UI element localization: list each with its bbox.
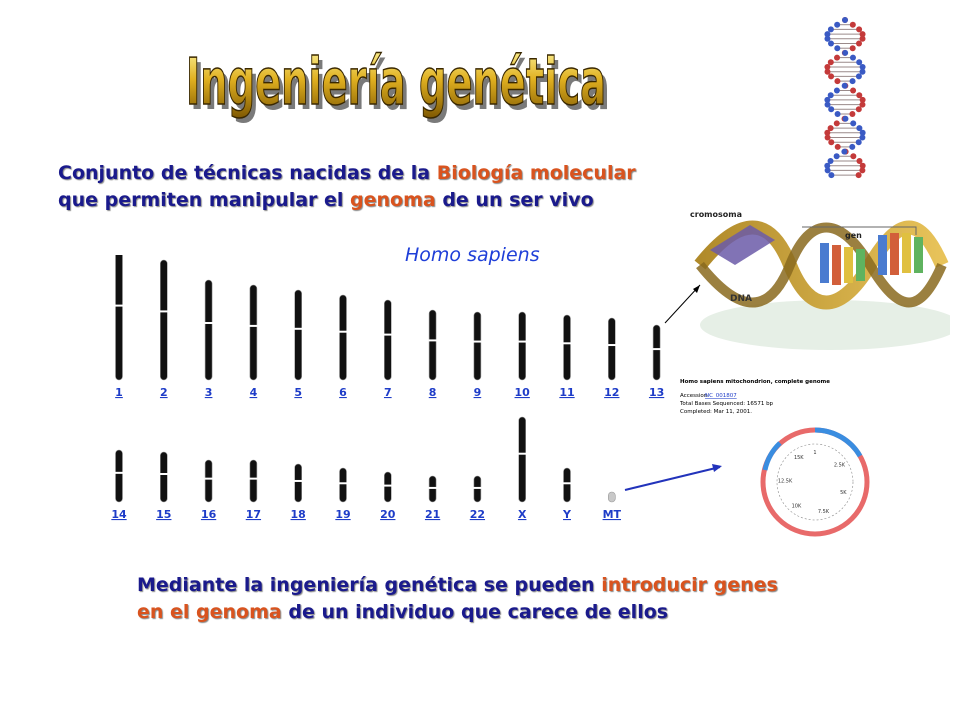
chromosome-6 bbox=[339, 295, 347, 380]
label-dna: DNA bbox=[730, 294, 752, 304]
chromosome-label-10[interactable]: 10 bbox=[514, 386, 530, 399]
helix-atom bbox=[825, 135, 831, 141]
mito-scale-label: 12.5K bbox=[777, 478, 793, 485]
mito-heading: Homo sapiens mitochondrion, complete genome bbox=[680, 379, 830, 385]
helix-atom bbox=[828, 73, 834, 79]
helix-atom bbox=[856, 106, 862, 112]
chromosome-label-14[interactable]: 14 bbox=[111, 508, 127, 521]
helix-atom bbox=[841, 149, 847, 155]
chromosome-label-22[interactable]: 22 bbox=[469, 508, 486, 521]
helix-atom bbox=[850, 120, 856, 126]
chromosome-label-4[interactable]: 4 bbox=[249, 386, 258, 399]
helix-atom bbox=[859, 135, 865, 141]
label-gen: gen bbox=[845, 231, 862, 240]
chromosome-label-9[interactable]: 9 bbox=[473, 386, 482, 399]
mito-outer-blue-arc-2 bbox=[765, 443, 780, 470]
karyotype-diagram bbox=[100, 255, 680, 540]
chromosome-3 bbox=[205, 280, 213, 380]
mito-accession-label: Accession: bbox=[680, 393, 710, 399]
chromosome-4 bbox=[249, 285, 257, 380]
chromosome-label-6[interactable]: 6 bbox=[339, 386, 347, 399]
chromosome-label-3[interactable]: 3 bbox=[204, 386, 213, 399]
helix-atom bbox=[850, 22, 856, 28]
chromosome-20 bbox=[384, 472, 392, 502]
mito-outer-blue-arc bbox=[815, 430, 860, 456]
mito-genome-map bbox=[680, 375, 950, 550]
chromosome-15 bbox=[160, 452, 168, 502]
mito-scale-label: 15K bbox=[793, 454, 804, 461]
helix-atom bbox=[835, 144, 841, 150]
chromosome-13 bbox=[653, 325, 661, 380]
highlight-en-el-genoma: en el genoma bbox=[137, 601, 282, 623]
bottom-line1-text: Mediante la ingeniería genética se pueden bbox=[137, 574, 602, 596]
mito-accession-link[interactable]: NC_001807 bbox=[705, 393, 737, 399]
chromosome-9 bbox=[473, 312, 481, 380]
chromosome-label-17[interactable]: 17 bbox=[245, 508, 262, 521]
chromosome-1 bbox=[115, 255, 123, 380]
title-shadow: Ingeniería genética bbox=[190, 51, 610, 125]
helix-atom bbox=[825, 167, 831, 173]
mito-scale-label: 5K bbox=[840, 489, 847, 496]
intro-line-2 bbox=[58, 187, 636, 214]
chromosome-5 bbox=[294, 290, 302, 380]
mito-scale-label: 7.5K bbox=[817, 508, 830, 515]
intro-line2-text: que permiten manipular el bbox=[58, 189, 351, 211]
helix-atom bbox=[856, 139, 862, 145]
bottom-line-1 bbox=[137, 572, 778, 599]
helix-atom bbox=[834, 55, 840, 61]
mito-tick-labels bbox=[778, 450, 847, 515]
chromosome-Y bbox=[563, 468, 571, 502]
helix-atom bbox=[850, 153, 856, 159]
helix-atom bbox=[825, 102, 831, 108]
helix-atom bbox=[828, 106, 834, 112]
chromosome-dna-diagram bbox=[680, 205, 950, 355]
helix-atom bbox=[859, 102, 865, 108]
helix-atom bbox=[834, 88, 840, 94]
highlight-biologia-molecular: Biología molecular bbox=[436, 162, 636, 184]
helix-atom bbox=[856, 41, 862, 47]
chromosome-14 bbox=[115, 450, 123, 502]
helix-atom bbox=[850, 45, 856, 51]
bottom-line-2 bbox=[137, 599, 778, 626]
bottom-line2-text: de un individuo que carece de ellos bbox=[281, 601, 669, 623]
helix-atom bbox=[859, 167, 865, 173]
helix-atom bbox=[842, 50, 848, 56]
chromosome-18 bbox=[294, 464, 302, 502]
chromosome-label-Y[interactable]: Y bbox=[563, 508, 571, 521]
chromosome-MT bbox=[608, 492, 615, 502]
chromosome-17 bbox=[249, 460, 257, 502]
mito-scale-label: 2.5K bbox=[833, 462, 846, 469]
helix-atom bbox=[849, 144, 855, 150]
chromosome-label-16[interactable]: 16 bbox=[200, 508, 217, 521]
helix-atom bbox=[834, 45, 840, 51]
species-label: Homo sapiens bbox=[405, 244, 540, 266]
chromosome-label-18[interactable]: 18 bbox=[290, 508, 306, 521]
helix-atom bbox=[835, 111, 841, 117]
dna-helix-image bbox=[815, 15, 875, 180]
chromosome-19 bbox=[339, 468, 347, 502]
chromosome-10 bbox=[518, 312, 526, 380]
chromosome-label-12[interactable]: 12 bbox=[604, 386, 620, 399]
chromosome-2 bbox=[160, 260, 168, 380]
chromosome-8 bbox=[429, 310, 437, 380]
intro-line1-text: Conjunto de técnicas nacidas de la bbox=[58, 162, 437, 184]
chromosome-21 bbox=[429, 476, 437, 502]
helix-atom bbox=[850, 78, 856, 84]
chromosome-label-2[interactable]: 2 bbox=[159, 386, 168, 399]
helix-atom bbox=[850, 55, 856, 61]
chromosome-label-7[interactable]: 7 bbox=[383, 386, 392, 399]
helix-atom bbox=[842, 83, 848, 89]
helix-atom bbox=[849, 111, 855, 117]
helix-atom bbox=[834, 153, 840, 159]
helix-atom bbox=[842, 116, 848, 122]
mito-scale-label: 1 bbox=[813, 450, 817, 456]
helix-atom bbox=[834, 120, 840, 126]
helix-atom bbox=[856, 172, 862, 178]
helix-atom bbox=[834, 22, 840, 28]
chromosome-7 bbox=[384, 300, 392, 380]
chromosome-label-19[interactable]: 19 bbox=[335, 508, 351, 521]
helix-atom bbox=[856, 73, 862, 79]
label-cromosoma: cromosoma bbox=[690, 210, 743, 219]
chromosome-label-21[interactable]: 21 bbox=[424, 508, 441, 521]
title-banner bbox=[180, 30, 620, 130]
helix-atom bbox=[850, 88, 856, 94]
chromosome-label-13[interactable]: 13 bbox=[648, 386, 665, 399]
mito-scale-label: 10K bbox=[791, 503, 802, 510]
chromosome-22 bbox=[473, 476, 481, 502]
chromosome-11 bbox=[563, 315, 571, 380]
helix-atom bbox=[828, 41, 834, 47]
mito-completed: Completed: Mar 11, 2001. bbox=[680, 409, 752, 415]
chromosome-label-5[interactable]: 5 bbox=[294, 386, 303, 399]
chromosome-label-20[interactable]: 20 bbox=[380, 508, 396, 521]
chromosome-label-X[interactable]: X bbox=[517, 508, 527, 521]
highlight-introducir-genes: introducir genes bbox=[601, 574, 778, 596]
chromosome-label-11[interactable]: 11 bbox=[559, 386, 575, 399]
chromosome-12 bbox=[608, 318, 616, 380]
mito-bases: Total Bases Sequenced: 16571 bp bbox=[680, 401, 774, 407]
chromosome-label-1[interactable]: 1 bbox=[115, 386, 123, 399]
chromosome-X bbox=[518, 417, 526, 502]
intro-line2-end: de un ser vivo bbox=[435, 189, 594, 211]
chromosome-16 bbox=[205, 460, 213, 502]
helix-atom bbox=[834, 78, 840, 84]
helix-atom bbox=[828, 139, 834, 145]
intro-text bbox=[58, 160, 636, 214]
intro-line-1 bbox=[58, 160, 636, 187]
title-text: Ingeniería genética bbox=[186, 46, 606, 120]
highlight-genoma: genoma bbox=[350, 189, 436, 211]
chromosome-label-15[interactable]: 15 bbox=[156, 508, 172, 521]
chromosome-label-8[interactable]: 8 bbox=[428, 386, 437, 399]
bottom-text bbox=[137, 572, 778, 626]
helix-atom bbox=[842, 17, 848, 23]
helix-atom bbox=[828, 172, 834, 178]
chromosome-label-MT[interactable]: MT bbox=[602, 508, 622, 521]
